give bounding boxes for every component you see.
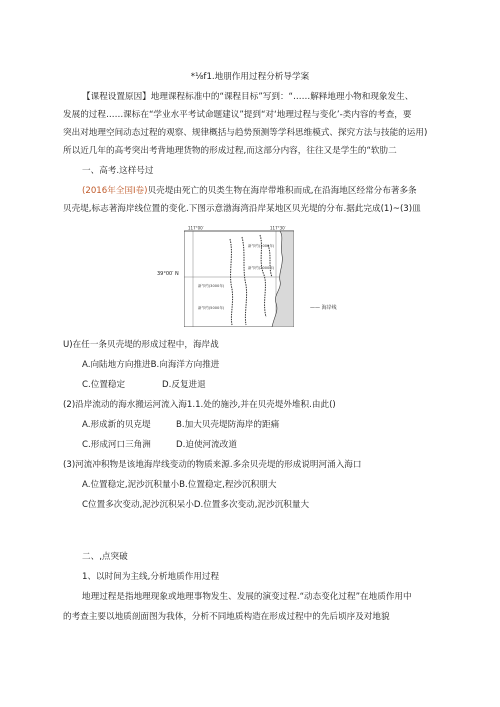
q1-stem: U)在任一条贝壳堤的形成过程中，海岸战 <box>63 340 219 350</box>
q3-options-cd: C位置多次变动,泥沙沉积呆小D.位置多次变动,泥沙沉积量大 <box>82 500 310 510</box>
q1-option-c: C.位置稳定 <box>82 380 126 390</box>
intro-line-2: 发展的过程……课标在“学业水平考试命题建议”提到“对‘地理过程与变化’-类内容的考查，要 <box>63 110 412 120</box>
shell-ridge-map <box>184 225 294 327</box>
lon-label-1: 117°00′ <box>188 225 204 231</box>
q1-option-d: D.反复进退 <box>162 380 206 390</box>
q2-stem: (2)沿岸流动的海水搬运河流入海1.1.处的施沙,并在贝壳堤外堆积.由此() <box>63 400 336 410</box>
q2-option-b: B.加大贝壳堤防海岸的距痛 <box>176 420 280 430</box>
question-intro-line-1 <box>82 186 417 197</box>
q2-option-a: A.形成新的贝克堤 <box>82 420 151 430</box>
ridge-label-1: 新节约(1000年) <box>248 244 275 248</box>
question-source: (2016年全国I卷) <box>82 186 148 196</box>
subsection-1-heading: 1、以时间为主线,分析地质作用过程 <box>82 572 220 582</box>
lat-label: 39°00′ N <box>157 271 179 277</box>
intro-line-3: 突出对地理空间动态过程的观察、规律概括与趋势预测等学科思维模式、探究方法与技能的运用) <box>63 128 428 138</box>
intro-line-1: 【课程设置原因】地理课程标准中的“课程目标”写到：“……解释地理小物和现象发生、 <box>82 92 414 102</box>
intro-line-4: 所以近几年的高考突出考背地理货物的形成过程,而这部分内容，往往又是学生的“软肋二 <box>63 146 397 156</box>
q2-option-c: C.形成河口三角洲 <box>82 440 151 450</box>
doc-title: *⅛f1.地朋作用过程分析导学案 <box>190 72 310 82</box>
paragraph-line-1: 地理过程是指地理现象或地理事物发生、发展的演变过程.“动态变化过程”在地质作用中 <box>82 592 412 602</box>
section-1-heading: 一、高考.这样号过 <box>82 166 154 176</box>
ridge-label-2: 新节约(2000年) <box>248 266 275 270</box>
question-text-1: 贝壳堤由死亡的贝类生物在海岸带堆积而成,在沿海地区经常分布著多条 <box>147 186 417 196</box>
lon-label-2: 117°30′ <box>270 225 286 231</box>
section-2-heading: 二、,点突破 <box>82 552 128 562</box>
paragraph-line-2: 的考查主要以地质剖面图为我体，分析不同地质构造在形成过程中的先后顷序及对地貌 <box>63 612 390 622</box>
map-legend: —— 海岸线 <box>310 305 337 311</box>
q2-option-d: D.迫使河流改道 <box>176 440 237 450</box>
ridge-label-3: 新节约(3000年) <box>198 284 225 288</box>
q1-options-ab: A.向陆地方向推进B.向海洋方向推进 <box>82 360 220 370</box>
question-intro-line-2: 贝壳堤,标志著海岸线位置的变化.下图示意渤海湾沿岸某地区贝光堤的分布.据此完成(1)~(3)皿 <box>63 204 421 214</box>
ridge-label-4: 新节约(5000年) <box>198 306 225 310</box>
q3-options-ab: A.位置稳定,泥沙沉积量小B.位置稳定,程沙沉积朋大 <box>82 480 277 490</box>
q3-stem: (3)河流冲积物是该地海岸线变动的物质来源.多余贝壳堤的形成说明河涌入海口 <box>63 460 362 470</box>
